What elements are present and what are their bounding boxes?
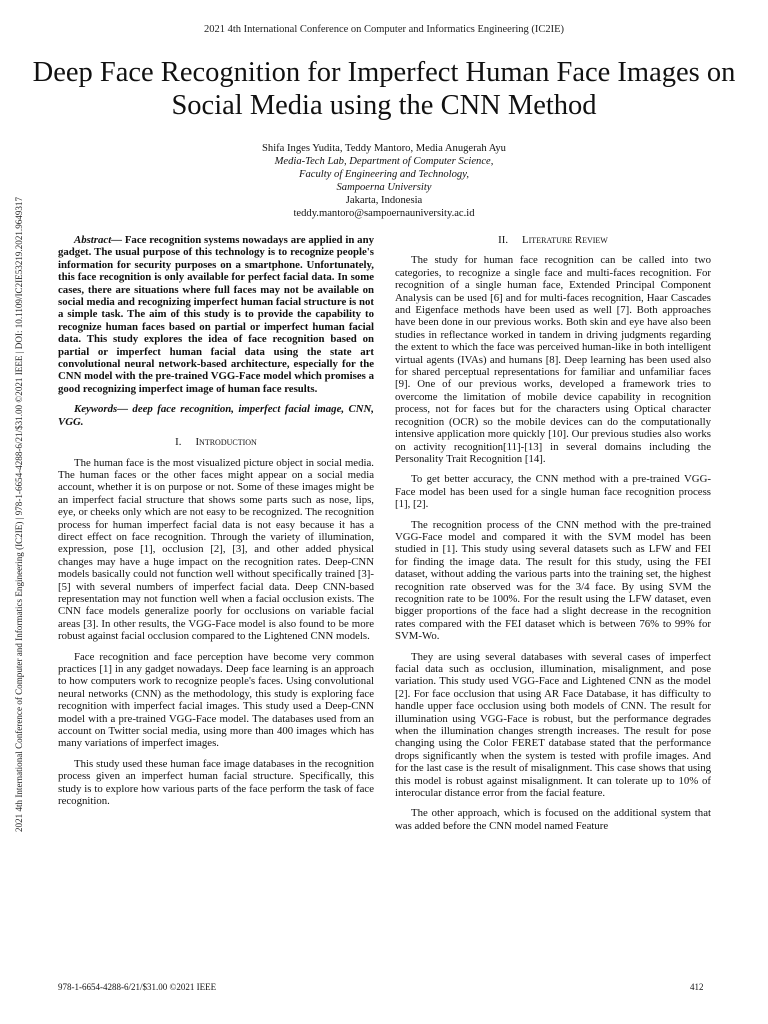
paper-title: Deep Face Recognition for Imperfect Human Face Images on Social Media using the CNN Method <box>32 57 736 121</box>
lit-paragraph: The study for human face recognition can be called into two categories, to recognize a single face and multi-faces recognition. For recognition of a single human face, Extended Principal Component Analysis can be used [6] and for multi-faces recognition, Haar Cascades and Eigenface methods have been used as well [7]. Both approaches have been done in our previous works. Both skin and eye have also been studies in reflectance worked in tandem in driving judgments regarding the extent to which the face was perceived human-like in both intelligent virtual agents (IVAs) and humans [8]. Deep learning has been used also for shared perceptual representations for familiar and unfamiliar faces [9]. One of our previous works, developed a framework tries to overcome the limitation of mobile device capability in recognition process, not for faces but for the characters using Optical character recognition (OCR) so the mobile devices can do the computationally intensive application more quickly [10]. Our previous studies also works on activity recognition[11]-[13] in several domains including the Personality Trait Recognition [14]. <box>395 254 711 465</box>
section-number: I. <box>175 436 182 449</box>
author-names: Shifa Inges Yudita, Teddy Mantoro, Media Anugerah Ayu <box>262 143 506 154</box>
left-column <box>58 234 374 815</box>
intro-paragraph: The human face is the most visualized picture object in social media. The human faces or the other faces might appear on a social media account, whether it is on purpose or not. Some of these images might be an imperfect facial structure that shows some parts such as nose, lips, eye, or cheeks only which are not easy to be recognized. The recognition process for human imperfect facial data is not easy because it has a direct effect on face recognition. Through the variety of illumination, expression, pose [1], occlusion [2], [3], and other added physical changes may have a huge impact on the recognition rates. Deep-CNN models basically could not function well without specifically trained [3]-[5] with several numbers of imperfect facial data. Deep CNN-based representation may not function well when a facial occlusion exists. The CNN face models generalize poorly for occlusions on variable facial areas [3]. In other results, the VGG-Face model is also found to be more robust against facial occlusion compared to the Lightened CNN models. <box>58 456 374 643</box>
lit-paragraph: The recognition process of the CNN method with the pre-trained VGG-Face model and compared it with the SVM model has been studied in [1]. This study using several datasets such as LFW and FEI for finding the image data. The result for this study, using the FEI dataset, without adding the various parts into the training set, the highest recognition rate observed was for the 3/4 face. By using SVM the recognition rate to be 100%. For the result using the LFW dataset, even bigger proportions of the face had a slight decrease in the recognition rates compared with the FEI dataset which is between 76% to 99% for SVM-Wo. <box>395 518 711 643</box>
abstract-text: Face recognition systems nowadays are applied in any gadget. The usual purpose of this technology is to recognize people's information for security purposes on a smartphone. Unfortunately, this face recognition is only available for perfect facial data. In some cases, there are situations where full faces may not be available on social media and recognizing imperfect human facial structure is not a simple task. The aim of this study is to provide the capability to recognize human faces based on partial or imperfect human facial data. This study explores the idea of face recognition based on partial or imperfect human facial data using the state art convolutional neural network-based architecture, especially for the CNN model with the pre-trained VGG-Face model which promises a good recognizing imperfect image of human face results. <box>58 234 374 395</box>
abstract-lead: Abstract— <box>74 234 122 246</box>
author-email: teddy.mantoro@sampoernauniversity.ac.id <box>293 208 475 219</box>
intro-paragraph: This study used these human face image databases in the recognition process given an imperfect human facial structure. Specifically, this study is to explore how various parts of the face perform the task of face recognition. <box>58 757 374 808</box>
section-number: II. <box>498 234 509 246</box>
lit-paragraph: The other approach, which is focused on the additional system that was added before the CNN model named Feature <box>395 807 711 832</box>
section-title: Introduction <box>195 436 257 449</box>
lit-paragraph: To get better accuracy, the CNN method with a pre-trained VGG-Face model has been used for a single human face recognition process [1], [2]. <box>395 473 711 511</box>
footer-copyright: 978-1-6654-4288-6/21/$31.00 ©2021 IEEE <box>58 982 217 992</box>
right-column <box>395 234 711 840</box>
section-heading-introduction <box>58 436 374 448</box>
conference-header: 2021 4th International Conference on Computer and Informatics Engineering (IC2IE) <box>203 24 565 35</box>
author-location: Jakarta, Indonesia <box>345 195 423 206</box>
author-lab: Media-Tech Lab, Department of Computer Science, <box>274 156 494 167</box>
author-university: Sampoerna University <box>336 182 432 193</box>
author-faculty: Faculty of Engineering and Technology, <box>299 169 469 180</box>
abstract <box>58 234 374 395</box>
section-title: Literature Review <box>522 234 608 246</box>
lit-paragraph: They are using several databases with several cases of imperfect facial data such as occlusion, illumination, misalignment, and pose variation. This study used VGG-Face and Lightened CNN as the model [2]. For face occlusion that using AR Face Database, it has difficulty to handle upper face occlusion using both models of CNN. The result for illumination using VGG-Face is robust, but the performance degrades when the illumination changes strength increases. The result for pose changing using the Color FERET database stated that the performance drops significantly when the system is tested with profile images. And for the last case is the result of misalignment. This case shows that using this model is robust against misalignment. It can tolerate up to 10% of interocular distance error from the facial feature. <box>395 650 711 800</box>
author-block <box>184 142 584 220</box>
intro-paragraph: Face recognition and face perception have become very common practices [1] in any gadget nowadays. Deep face learning is an approach to how computers work to recognize people's faces. Using convolutional neural networks (CNN) as the methodology, this study is exploring face recognition with imperfect facial images. This study used a Deep-CNN model with a pre-trained VGG-Face model. The databases used from an account on Twitter social media, using more than 400 images which has many variations of imperfect images. <box>58 650 374 750</box>
side-doi-note <box>8 172 24 832</box>
keywords: Keywords— deep face recognition, imperfect facial image, CNN, VGG. <box>58 403 374 428</box>
section-heading-literature-review <box>395 234 711 246</box>
page-number: 412 <box>690 982 704 992</box>
side-doi-text: 2021 4th International Conference of Computer and Informatics Engineering (IC2IE) | 978-1-6654-4288-6/21/$31.00 ©2021 IEEE | DOI: 10.1109/IC2IE53219.2021.9649317 <box>14 196 24 832</box>
